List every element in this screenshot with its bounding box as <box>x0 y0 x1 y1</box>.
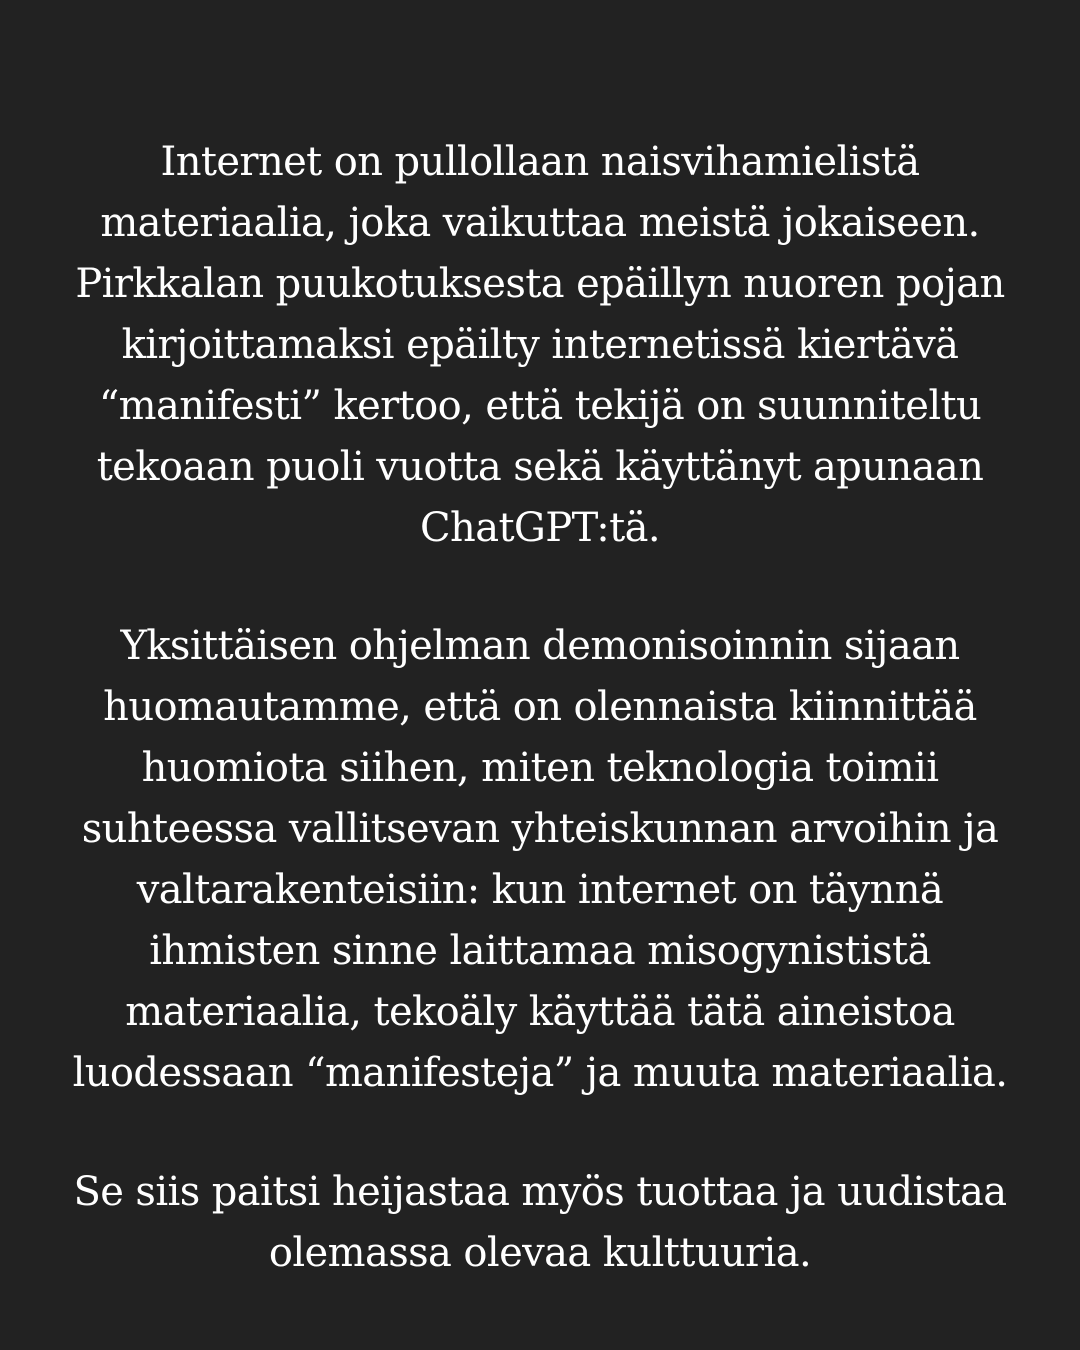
paragraph-line: huomiota siihen, miten teknologia toimii <box>141 745 939 791</box>
paragraph-line: ChatGPT:tä. <box>420 505 660 551</box>
paragraph-line: suhteessa vallitsevan yhteiskunnan arvoihin ja <box>81 806 999 852</box>
paragraph-line: materiaalia, joka vaikuttaa meistä jokaiseen. <box>100 200 980 246</box>
paragraph-line: Yksittäisen ohjelman demonisoinnin sijaan <box>120 623 960 669</box>
paragraph-1 <box>0 132 1080 559</box>
paragraph-line: materiaalia, tekoäly käyttää tätä aineistoa <box>125 989 955 1035</box>
paragraph-line: Pirkkalan puukotuksesta epäillyn nuoren pojan <box>75 261 1005 307</box>
paragraph-line: Internet on pullollaan naisvihamielistä <box>160 139 920 185</box>
paragraph-3 <box>0 1162 1080 1284</box>
paragraph-line: valtarakenteisiin: kun internet on täynnä <box>136 867 944 913</box>
paragraph-line: luodessaan “manifesteja” ja muuta materiaalia. <box>72 1050 1008 1096</box>
paragraph-2 <box>0 616 1080 1104</box>
paragraph-line: “manifesti” kertoo, että tekijä on suunniteltu <box>98 383 982 429</box>
paragraph-line: olemassa olevaa kulttuuria. <box>268 1230 812 1276</box>
paragraph-line: tekoaan puoli vuotta sekä käyttänyt apunaan <box>96 444 984 490</box>
paragraph-line: Se siis paitsi heijastaa myös tuottaa ja uudistaa <box>73 1169 1007 1215</box>
paragraph-line: kirjoittamaksi epäilty internetissä kiertävä <box>121 322 959 368</box>
paragraph-line: huomautamme, että on olennaista kiinnittää <box>103 684 977 730</box>
paragraph-line: ihmisten sinne laittamaa misogynististä <box>149 928 931 974</box>
